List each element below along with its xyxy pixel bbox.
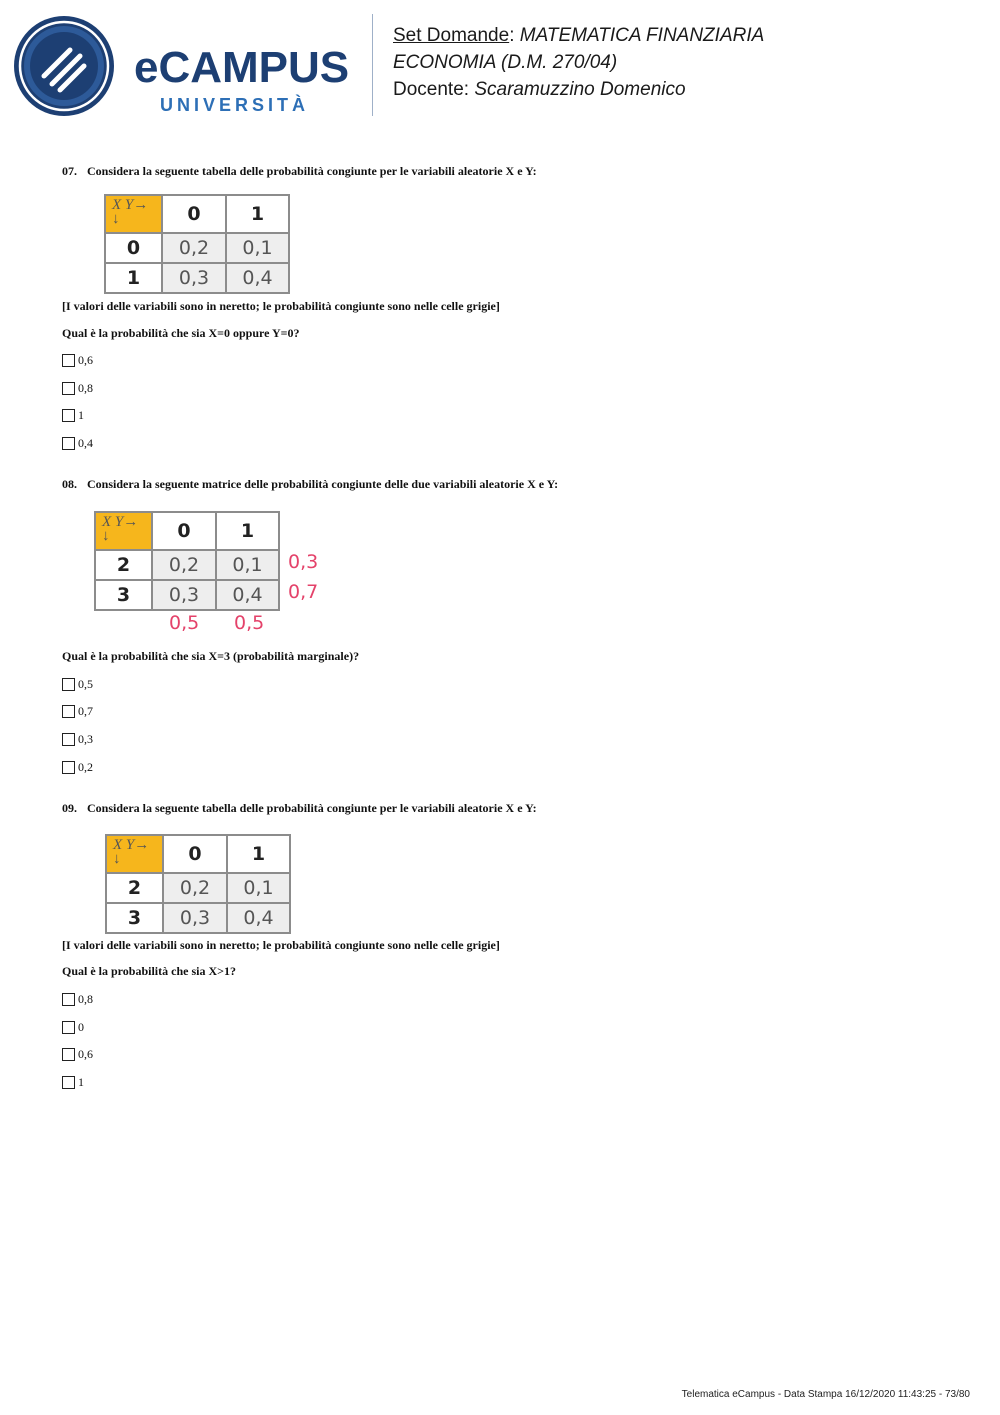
answer-option[interactable]: 1 xyxy=(62,407,84,423)
table-cell: 0,1 xyxy=(216,550,279,580)
subject-line-1: MATEMATICA FINANZIARIA xyxy=(519,25,765,46)
row-header: 2 xyxy=(106,873,163,903)
checkbox[interactable] xyxy=(62,354,75,367)
table-cell: 0,4 xyxy=(216,580,279,610)
question-09-text: Qual è la probabilità che sia X>1? xyxy=(62,964,236,978)
checkbox[interactable] xyxy=(62,1048,75,1061)
set-label: Set Domande xyxy=(393,25,510,46)
table-cell: 0,4 xyxy=(226,263,289,293)
row-header: 3 xyxy=(95,580,152,610)
checkbox[interactable] xyxy=(62,678,75,691)
question-08-text: Qual è la probabilità che sia X=3 (probabilità marginale)? xyxy=(62,649,360,663)
answer-option[interactable]: 0,5 xyxy=(62,676,93,692)
question-07-note: [I valori delle variabili sono in neretto; le probabilità congiunte sono nelle celle grigie] xyxy=(62,299,500,313)
col-header: 0 xyxy=(162,195,226,233)
page-header xyxy=(0,0,1000,130)
row-header: 0 xyxy=(105,233,162,263)
answer-option[interactable]: 0,7 xyxy=(62,703,93,719)
print-footer: Telematica eCampus - Data Stampa 16/12/2020 11:43:25 - 73/80 xyxy=(681,1389,970,1400)
col-marginal: 0,5 xyxy=(169,612,200,634)
col-header: 1 xyxy=(216,512,279,550)
checkbox[interactable] xyxy=(62,382,75,395)
checkbox[interactable] xyxy=(62,409,75,422)
col-header: 1 xyxy=(226,195,289,233)
table-cell: 0,2 xyxy=(152,550,216,580)
table-cell: 0,1 xyxy=(226,233,289,263)
answer-option[interactable]: 0,4 xyxy=(62,435,93,451)
table-corner: X Y→ ↓ xyxy=(95,512,152,550)
table-cell: 0,2 xyxy=(163,873,227,903)
answer-option[interactable]: 0,3 xyxy=(62,731,93,747)
table-cell: 0,1 xyxy=(227,873,290,903)
header-divider xyxy=(372,14,373,116)
table-cell: 0,2 xyxy=(162,233,226,263)
col-header: 0 xyxy=(152,512,216,550)
table-cell: 0,3 xyxy=(152,580,216,610)
svg-text:eCAMPUS: eCAMPUS xyxy=(134,43,350,92)
answer-option[interactable]: 0,8 xyxy=(62,380,93,396)
row-header: 3 xyxy=(106,903,163,933)
table-cell: 0,3 xyxy=(163,903,227,933)
col-header: 0 xyxy=(163,835,227,873)
checkbox[interactable] xyxy=(62,1076,75,1089)
teacher-name: Scaramuzzino Domenico xyxy=(474,79,686,100)
col-marginal: 0,5 xyxy=(234,612,265,634)
question-08-title: 08. Considera la seguente matrice delle probabilità congiunte delle due variabili aleatorie X e Y: xyxy=(62,477,559,491)
answer-option[interactable]: 0,2 xyxy=(62,759,93,775)
svg-text:UNIVERSITÀ: UNIVERSITÀ xyxy=(160,95,310,115)
question-07-probability-table xyxy=(104,194,290,294)
row-marginal: 0,3 xyxy=(288,551,319,573)
table-corner: X Y→ ↓ xyxy=(106,835,163,873)
subject-line-2: ECONOMIA (D.M. 270/04) xyxy=(393,52,618,73)
teacher-label: Docente xyxy=(393,79,464,100)
question-09-probability-table xyxy=(105,834,291,934)
table-corner: X Y→ ↓ xyxy=(105,195,162,233)
answer-option[interactable]: 0,6 xyxy=(62,1046,93,1062)
answer-option[interactable]: 0,6 xyxy=(62,352,93,368)
answer-option[interactable]: 0 xyxy=(62,1019,84,1035)
question-08-probability-table xyxy=(94,511,280,611)
ecampus-logo xyxy=(14,14,364,118)
checkbox[interactable] xyxy=(62,993,75,1006)
question-07-text: Qual è la probabilità che sia X=0 oppure Y=0? xyxy=(62,326,300,340)
row-header: 2 xyxy=(95,550,152,580)
document-title: Set Domande: MATEMATICA FINANZIARIA ECONOMIA (D.M. 270/04) Docente: Scaramuzzino Domenico xyxy=(393,25,765,100)
checkbox[interactable] xyxy=(62,705,75,718)
question-07-title: 07. Considera la seguente tabella delle probabilità congiunte per le variabili aleatorie X e Y: xyxy=(62,164,537,178)
checkbox[interactable] xyxy=(62,733,75,746)
question-09-title: 09. Considera la seguente tabella delle probabilità congiunte per le variabili aleatorie X e Y: xyxy=(62,801,537,815)
table-cell: 0,3 xyxy=(162,263,226,293)
checkbox[interactable] xyxy=(62,761,75,774)
row-header: 1 xyxy=(105,263,162,293)
answer-option[interactable]: 1 xyxy=(62,1074,84,1090)
table-cell: 0,4 xyxy=(227,903,290,933)
question-09-note: [I valori delle variabili sono in neretto; le probabilità congiunte sono nelle celle grigie] xyxy=(62,938,500,952)
col-header: 1 xyxy=(227,835,290,873)
row-marginal: 0,7 xyxy=(288,581,319,603)
answer-option[interactable]: 0,8 xyxy=(62,991,93,1007)
checkbox[interactable] xyxy=(62,1021,75,1034)
checkbox[interactable] xyxy=(62,437,75,450)
